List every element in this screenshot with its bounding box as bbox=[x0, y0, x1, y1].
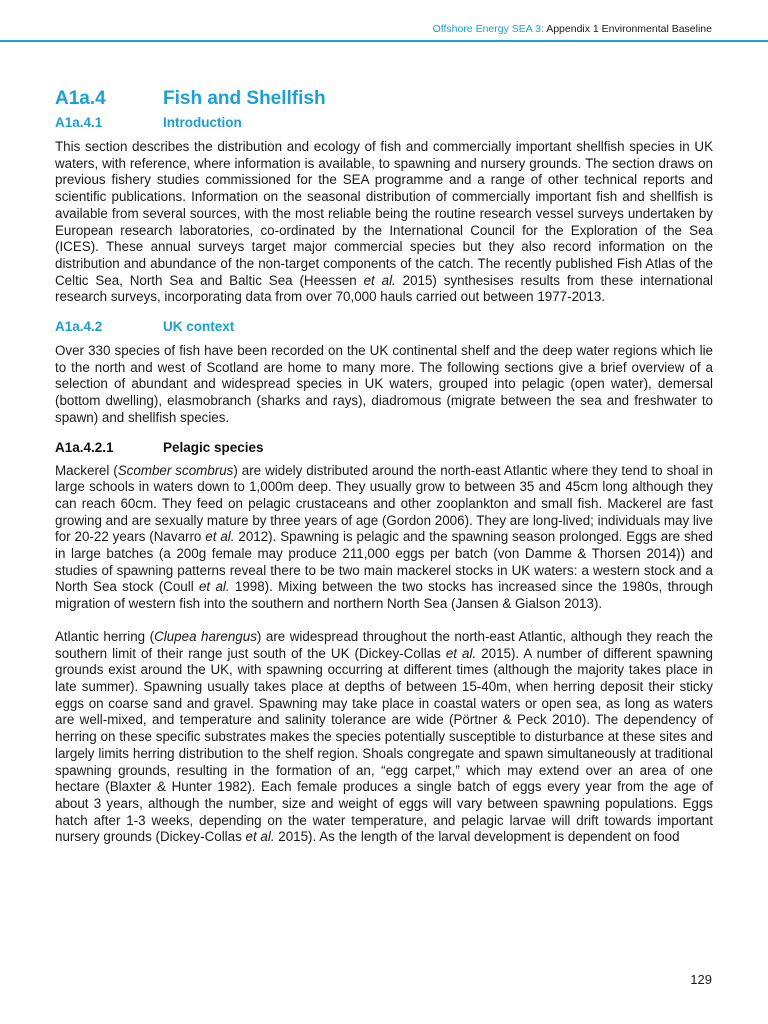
uk-context-paragraph: Over 330 species of fish have been recorded on the UK continental shelf and the deep water regions which lie to the north and west of Scotland are home to many more. The following sections give a brief overview of a selection of abundant and widespread species in UK waters, grouped into pelagic (open water), demersal (bottom dwelling), elasmobranch (sharks and rays), diadromous (migrate between the sea and freshwater to spawn) and shellfish species. bbox=[55, 343, 713, 425]
herring-paragraph: Atlantic herring (Clupea harengus) are widespread throughout the north-east Atlantic, although they reach the southern limit of their range just south of the UK (Dickey-Collas et al. 2015). A number of different spawning grounds exist around the UK, with spawning occurring at different times (although the majority takes place in late summer). Spawning usually takes place at depths of between 15-40m, when herring deposit their sticky eggs on coarse sand and gravel. Spawning may take place in coastal waters or open sea, as long as waters are well-mixed, and temperature and salinity tolerance are wide (Pörtner & Peck 2010). The dependency of herring on these specific substrates makes the species potentially susceptible to disturbance at these sites and largely limits herring distribution to the shelf region. Shoals congregate and spawn simultaneously at traditional spawning grounds, resulting in the formation of an, “egg carpet,” which may extend over an area of one hectare (Blaxter & Hunter 1982). Each female produces a single batch of eggs every year from the age of about 3 years, although the number, size and weight of eggs will vary between spawning populations. Eggs hatch after 1-3 weeks, depending on the water temperature, and pelagic larvae will drift towards important nursery grounds (Dickey-Collas et al. 2015). As the length of the larval development is dependent on food bbox=[55, 628, 713, 845]
section-title: Fish and Shellfish bbox=[163, 88, 326, 109]
running-header bbox=[433, 23, 712, 35]
page-number: 129 bbox=[690, 972, 712, 987]
header-title: Appendix 1 Environmental Baseline bbox=[546, 23, 712, 35]
uk-context-title: UK context bbox=[163, 319, 235, 335]
pelagic-heading bbox=[55, 439, 713, 457]
introduction-paragraph: This section describes the distribution and ecology of fish and commercially important shellfish species in UK waters, with reference, where information is available, to spawning and nursery grounds. The section draws on previous fishery studies commissioned for the SEA programme and a range of other technical reports and scientific publications. Information on the seasonal distribution of commercially important fish and shellfish is available from several sources, with the most reliable being the routine research vessel surveys undertaken by European research laboratories, co-ordinated by the International Council for the Exploration of the Sea (ICES). These annual surveys target major commercial species but they also record information on the distribution and abundance of the non-target components of the catch. The recently published Fish Atlas of the Celtic Sea, North Sea and Baltic Sea (Heessen et al. 2015) synthesises results from these international research surveys, incorporating data from over 70,000 hauls carried out between 1977-2013. bbox=[55, 139, 714, 305]
uk-context-heading bbox=[55, 318, 713, 336]
pelagic-title: Pelagic species bbox=[163, 439, 264, 455]
header-series: Offshore Energy SEA 3 bbox=[432, 23, 541, 35]
header-separator: : bbox=[540, 23, 547, 35]
section-number: A1a.4 bbox=[55, 88, 106, 109]
header-rule bbox=[0, 40, 768, 42]
introduction-heading bbox=[55, 114, 713, 132]
page-body bbox=[55, 86, 713, 846]
mackerel-paragraph: Mackerel (Scomber scombrus) are widely distributed around the north-east Atlantic where they tend to shoal in large schools in waters down to 1,000m deep. They usually grow to between 35 and 45cm long although they can reach 60cm. They feed on pelagic crustaceans and other zooplankton and small fish. Mackerel are fast growing and are sexually mature by three years of age (Gordon 2006). They are long-lived; individuals may live for 20-22 years (Navarro et al. 2012). Spawning is pelagic and the spawning season prolonged. Eggs are shed in large batches (a 200g female may produce 211,000 eggs per batch (von Damme & Thorsen 2014)) and studies of spawning patterns reveal there to be two main mackerel stocks in UK waters: a western stock and a North Sea stock (Coull et al. 1998). Mixing between the two stocks has increased since the 1980s, through migration of western fish into the southern and northern North Sea (Jansen & Gialson 2013). bbox=[55, 462, 713, 612]
pelagic-number: A1a.4.2.1 bbox=[55, 439, 114, 455]
introduction-title: Introduction bbox=[163, 115, 242, 130]
uk-context-number: A1a.4.2 bbox=[55, 319, 103, 335]
section-heading bbox=[55, 86, 713, 112]
introduction-number: A1a.4.1 bbox=[55, 115, 103, 130]
